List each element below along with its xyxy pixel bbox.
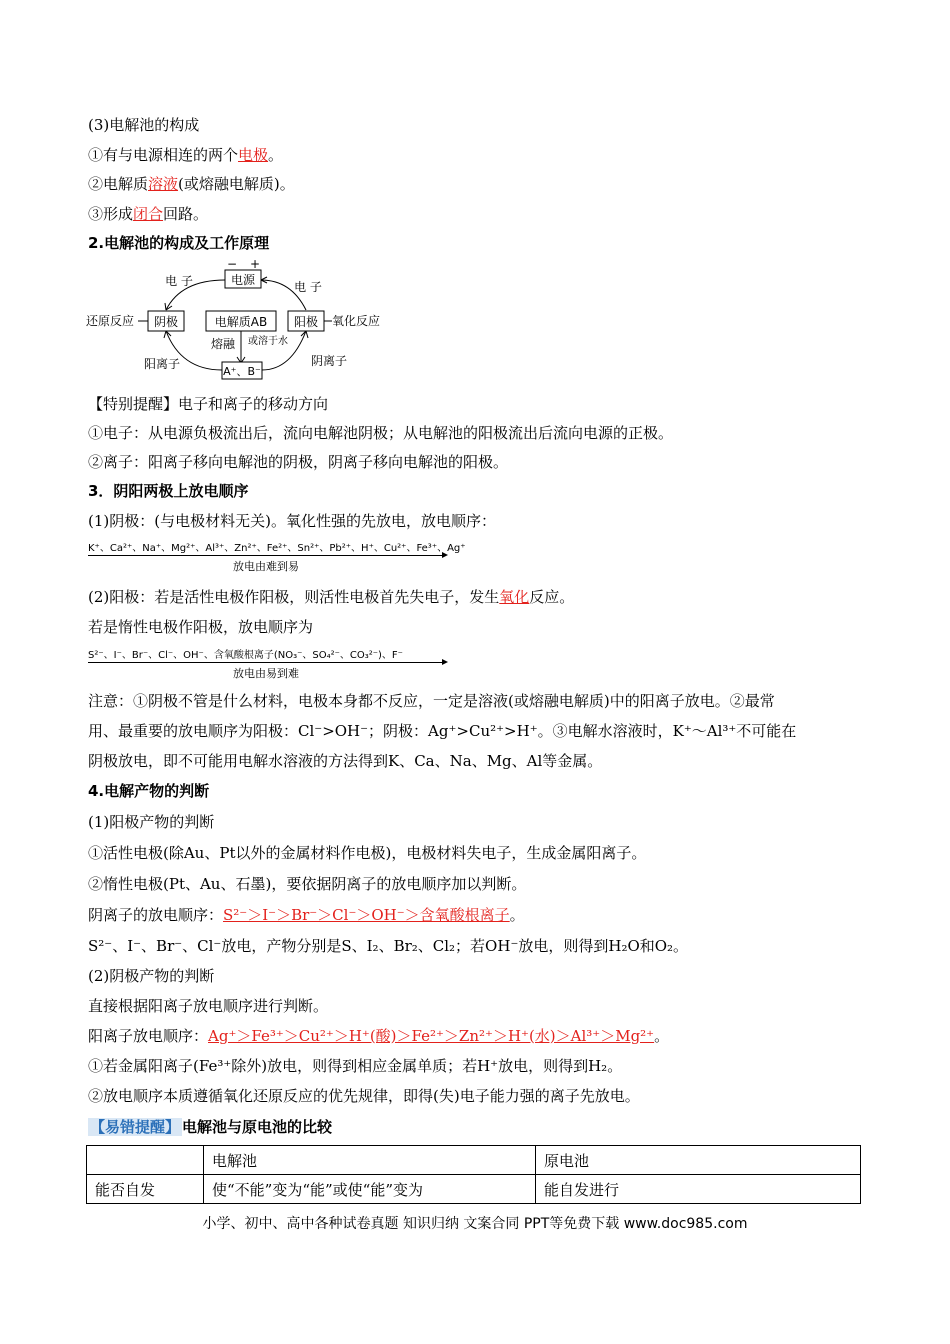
tip-line: ②离子：阳离子移向电解池的阴极，阴离子移向电解池的阳极。: [88, 453, 509, 471]
anion-label: 阴离子: [311, 354, 348, 368]
reduction-label: 还原反应: [86, 314, 135, 328]
anion-series: [88, 646, 448, 681]
minus-label: −: [226, 258, 238, 271]
text: 反应。: [529, 588, 575, 606]
heading: 2.电解池的构成及工作原理: [88, 234, 270, 252]
text: ①有与电源相连的两个: [88, 146, 239, 164]
section-title: (3)电解池的构成: [88, 116, 200, 134]
plus-label: +: [249, 258, 261, 271]
table-cell: 使“不能”变为“能”或使“能”变为: [204, 1175, 536, 1204]
series-text: S²⁻、I⁻、Br⁻、Cl⁻、OH⁻、含氧酸根离子(NO₃⁻、SO₄²⁻、CO₃²⁻)、F⁻: [88, 650, 403, 661]
answer-text: S²⁻＞I⁻＞Br⁻＞Cl⁻＞OH⁻＞含氧酸根离子: [223, 906, 510, 924]
text-line: S²⁻、I⁻、Br⁻、Cl⁻放电，产物分别是S、I₂、Br₂、Cl₂；若OH⁻放电，则得到H₂O和O₂。: [88, 937, 689, 955]
text: (或熔融电解质)。: [178, 175, 295, 193]
table-row: [87, 1175, 861, 1204]
table-cell: 电解池: [204, 1146, 536, 1175]
note-line: 用、最重要的放电顺序为阳极：Cl⁻>OH⁻；阴极：Ag⁺>Cu²⁺>H⁺。③电解水溶液时，K⁺～Al³⁺不可能在: [88, 722, 797, 740]
series-caption: 放电由难到易: [233, 560, 299, 573]
answer-text: 溶液: [148, 175, 179, 193]
sub-title: (1)阳极产物的判断: [88, 813, 215, 831]
table-cell: 原电池: [536, 1146, 861, 1175]
text-line: ①若金属阳离子(Fe³⁺除外)放电，则得到相应金属单质；若H⁺放电，则得到H₂。: [88, 1057, 623, 1075]
error-tip-title: 电解池与原电池的比较: [182, 1118, 333, 1136]
text-line: ①活性电极(除Au、Pt以外的金属材料作电极)，电极材料失电子，生成金属阳离子。: [88, 844, 647, 862]
answer-text: 电极: [238, 146, 269, 164]
text: (2)阳极：若是活性电极作阳极，则活性电极首先失电子，发生: [88, 588, 500, 606]
table-cell: [87, 1146, 204, 1175]
anode-line: [88, 587, 574, 607]
answer-text: 闭合: [133, 205, 164, 223]
text-line: ②惰性电极(Pt、Au、石墨)，要依据阴离子的放电顺序加以判断。: [88, 875, 527, 893]
text: 。: [654, 1027, 670, 1045]
table-row: [87, 1146, 861, 1175]
text: 阳离子放电顺序：: [88, 1027, 209, 1045]
series-text: K⁺、Ca²⁺、Na⁺、Mg²⁺、Al³⁺、Zn²⁺、Fe²⁺、Sn²⁺、Pb²⁺、H⁺、Cu²⁺、Fe³⁺、Ag⁺: [88, 543, 466, 554]
text: 。: [268, 146, 284, 164]
text: ②电解质: [88, 175, 149, 193]
sub-title: (2)阴极产物的判断: [88, 967, 215, 985]
footer: 小学、初中、高中各种试卷真题 知识归纳 文案合同 PPT等免费下载 www.doc985.com: [202, 1216, 748, 1232]
list-item: [88, 204, 208, 224]
series-arrow: [88, 662, 444, 663]
cation-order-line: [88, 1026, 669, 1046]
electron-label-right: 电 子: [294, 280, 322, 294]
list-item: [88, 145, 283, 165]
table-cell: 能否自发: [87, 1175, 204, 1204]
anode-line2: 若是惰性电极作阳极，放电顺序为: [88, 618, 314, 636]
text-line: ②放电顺序本质遵循氧化还原反应的优先规律，即得(失)电子能力强的离子先放电。: [88, 1087, 640, 1105]
heading: 3．阴阳两极上放电顺序: [88, 482, 249, 500]
text: 回路。: [163, 205, 209, 223]
error-tip-heading: [88, 1117, 332, 1137]
ions-label: A⁺、B⁻: [223, 365, 261, 378]
cation-label: 阳离子: [144, 357, 181, 371]
tip-title: 【特别提醒】电子和离子的移动方向: [88, 395, 329, 413]
series-arrow: [88, 555, 444, 556]
electrolysis-diagram: [86, 258, 396, 383]
anode-label: 阳极: [293, 315, 319, 329]
answer-text: 氧化: [499, 588, 530, 606]
oxidation-label: 氧化反应: [332, 314, 381, 328]
cation-series: [88, 539, 466, 574]
series-caption: 放电由易到难: [233, 667, 299, 680]
text-line: 直接根据阳离子放电顺序进行判断。: [88, 997, 329, 1015]
list-item: [88, 174, 295, 194]
heading: 4.电解产物的判断: [88, 782, 210, 800]
tip-line: ①电子：从电源负极流出后，流向电解池阴极；从电解池的阳极流出后流向电源的正极。: [88, 424, 674, 442]
answer-text: Ag⁺＞Fe³⁺＞Cu²⁺＞H⁺(酸)＞Fe²⁺＞Zn²⁺＞H⁺(水)＞Al³⁺＞Mg²⁺: [208, 1027, 655, 1045]
error-tip-tag: 【易错提醒】: [90, 1118, 181, 1136]
cathode-line: (1)阴极：(与电极材料无关)。氧化性强的先放电，放电顺序：: [88, 512, 496, 530]
note-line: 注意：①阴极不管是什么材料，电极本身都不反应，一定是溶液(或熔融电解质)中的阳离子放电。②最常: [88, 692, 775, 710]
text: 阴离子的放电顺序：: [88, 906, 224, 924]
melt-label: 熔融: [211, 337, 236, 351]
text: 。: [509, 906, 525, 924]
electron-label-left: 电 子: [165, 274, 193, 288]
electrolyte-label: 电解质AB: [214, 315, 268, 329]
dissolve-label: 或溶于水: [248, 336, 288, 347]
comparison-table: [86, 1145, 861, 1204]
text: ③形成: [88, 205, 134, 223]
anion-order-line: [88, 905, 525, 925]
note-line: 阴极放电，即不可能用电解水溶液的方法得到K、Ca、Na、Mg、Al等金属。: [88, 752, 603, 770]
cathode-label: 阴极: [153, 315, 179, 329]
table-cell: 能自发进行: [536, 1175, 861, 1204]
power-label: 电源: [230, 273, 256, 287]
